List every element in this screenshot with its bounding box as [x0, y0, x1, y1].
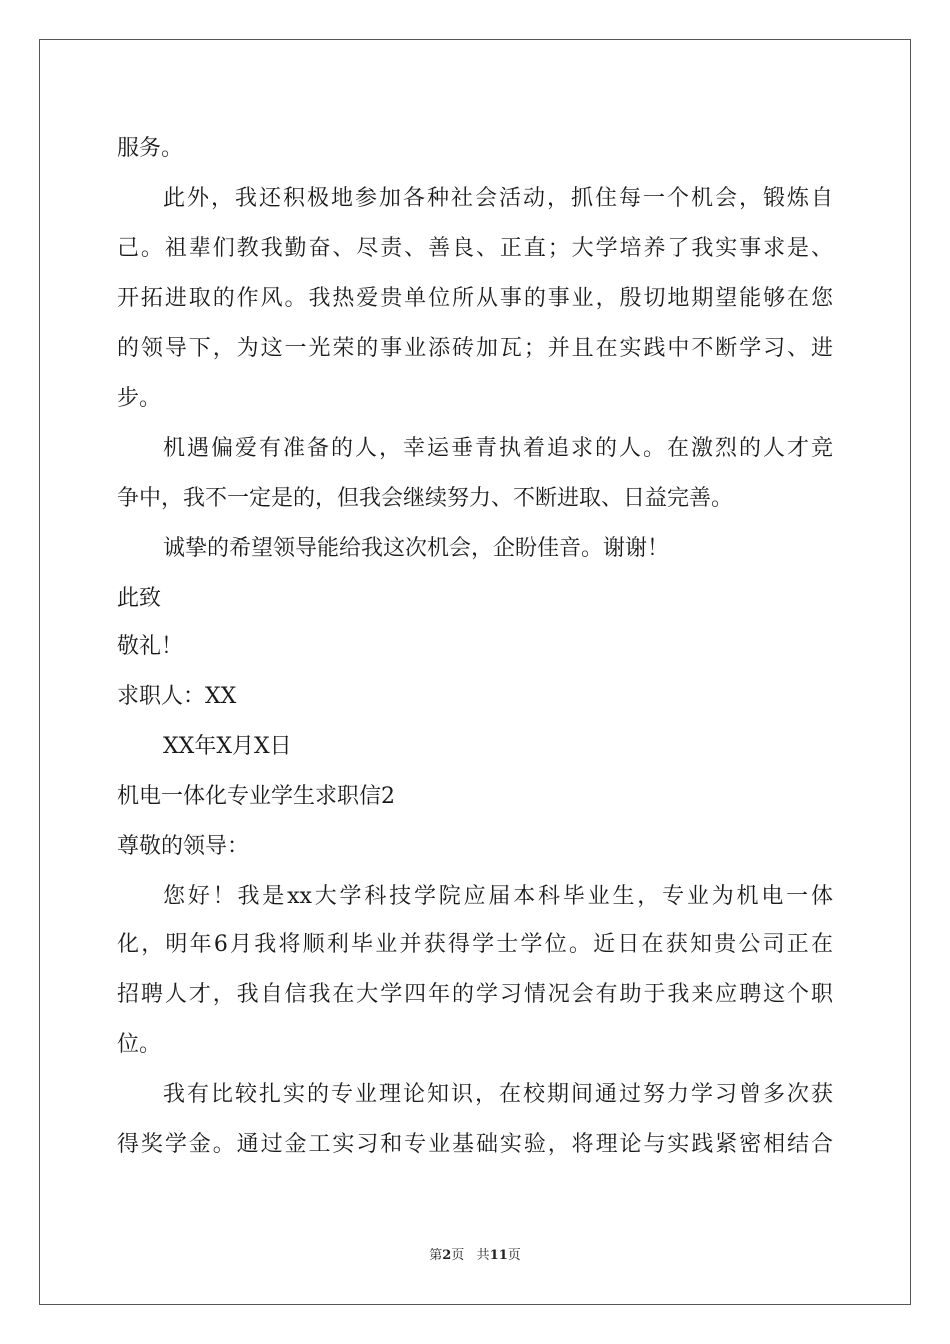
total-suffix: 页 [507, 1248, 521, 1263]
applicant-signature: 求职人：XX [117, 684, 237, 709]
total-prefix: 共 [476, 1248, 490, 1263]
text-line: 步。 [117, 386, 162, 411]
page-footer [0, 1247, 950, 1265]
page-border [39, 39, 911, 1305]
page-prefix: 第 [429, 1248, 443, 1263]
total-pages: 11 [489, 1248, 508, 1263]
text-line: 开拓进取的作风。我热爱贵单位所从事的事业，殷切地期望能够在您 [117, 286, 833, 311]
text-line: 我有比较扎实的专业理论知识，在校期间通过努力学习曾多次获 [163, 1082, 833, 1107]
page-suffix: 页 [451, 1248, 465, 1263]
letter-title: 机电一体化专业学生求职信2 [117, 784, 395, 809]
page-number: 2 [442, 1248, 452, 1263]
text-line: 服务。 [117, 136, 184, 161]
letter-greeting: 尊敬的领导： [117, 834, 250, 859]
text-line: 诚挚的希望领导能给我这次机会，企盼佳音。谢谢！ [163, 536, 670, 561]
closing-salutation: 此致 [117, 586, 162, 611]
text-line: 的领导下，为这一光荣的事业添砖加瓦；并且在实践中不断学习、进 [117, 336, 833, 361]
text-line: 化，明年6月我将顺利毕业并获得学士学位。近日在获知贵公司正在 [117, 932, 833, 957]
text-line: 此外，我还积极地参加各种社会活动，抓住每一个机会，锻炼自 [163, 186, 833, 211]
text-line: 机遇偏爱有准备的人，幸运垂青执着追求的人。在激烈的人才竞 [163, 436, 833, 461]
closing-regards: 敬礼！ [117, 634, 184, 659]
text-line: 争中，我不一定是的，但我会继续努力、不断进取、日益完善。 [117, 486, 734, 511]
text-line: 您好！我是xx大学科技学院应届本科毕业生，专业为机电一体 [163, 884, 833, 909]
text-line: 位。 [117, 1032, 162, 1057]
letter-date: XX年X月X日 [163, 734, 292, 759]
text-line: 得奖学金。通过金工实习和专业基础实验，将理论与实践紧密相结合 [117, 1132, 833, 1157]
text-line: 招聘人才，我自信我在大学四年的学习情况会有助于我来应聘这个职 [117, 982, 833, 1007]
text-line: 己。祖辈们教我勤奋、尽责、善良、正直；大学培养了我实事求是、 [117, 236, 833, 261]
